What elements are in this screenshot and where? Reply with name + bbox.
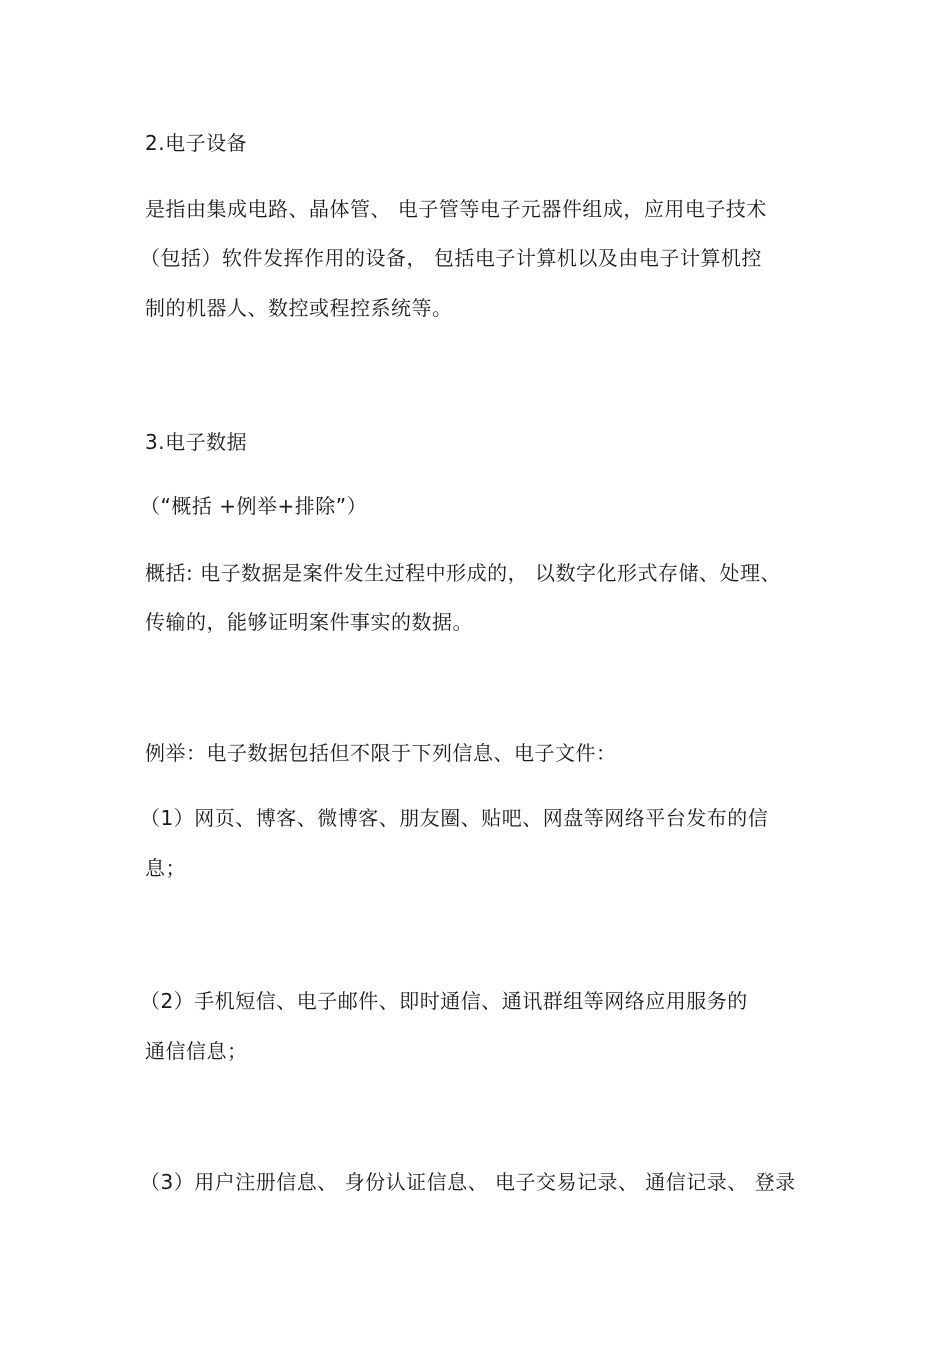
example-item-1-line-2: 息； — [145, 856, 186, 880]
section-2-paragraph-line-3: 制的机器人、数控或程控系统等。 — [145, 296, 453, 320]
section-3-examples-intro: 例举：电子数据包括但不限于下列信息、电子文件： — [145, 741, 617, 765]
section-3-method: （“概括 +例举+排除”） — [140, 494, 368, 518]
section-3-summary-line-2: 传输的，能够证明案件事实的数据。 — [145, 610, 473, 634]
section-3-heading: 3.电子数据 — [145, 430, 248, 454]
section-2-paragraph-line-2: （包括）软件发挥作用的设备， 包括电子计算机以及由电子计算机控 — [140, 246, 762, 270]
example-item-1-line-1: （1）网页、博客、微博客、朋友圈、贴吧、网盘等网络平台发布的信 — [140, 806, 769, 830]
example-item-2-line-2: 通信信息； — [145, 1039, 248, 1063]
example-item-3-line-1: （3）用户注册信息、 身份认证信息、 电子交易记录、 通信记录、 登录 — [140, 1170, 796, 1194]
section-2-heading: 2.电子设备 — [145, 131, 248, 155]
example-item-2-line-1: （2）手机短信、电子邮件、即时通信、通讯群组等网络应用服务的 — [140, 989, 748, 1013]
section-2-paragraph-line-1: 是指由集成电路、晶体管、 电子管等电子元器件组成，应用电子技术 — [145, 197, 767, 221]
section-3-summary-line-1: 概括: 电子数据是案件发生过程中形成的， 以数字化形式存储、处理、 — [145, 561, 781, 585]
